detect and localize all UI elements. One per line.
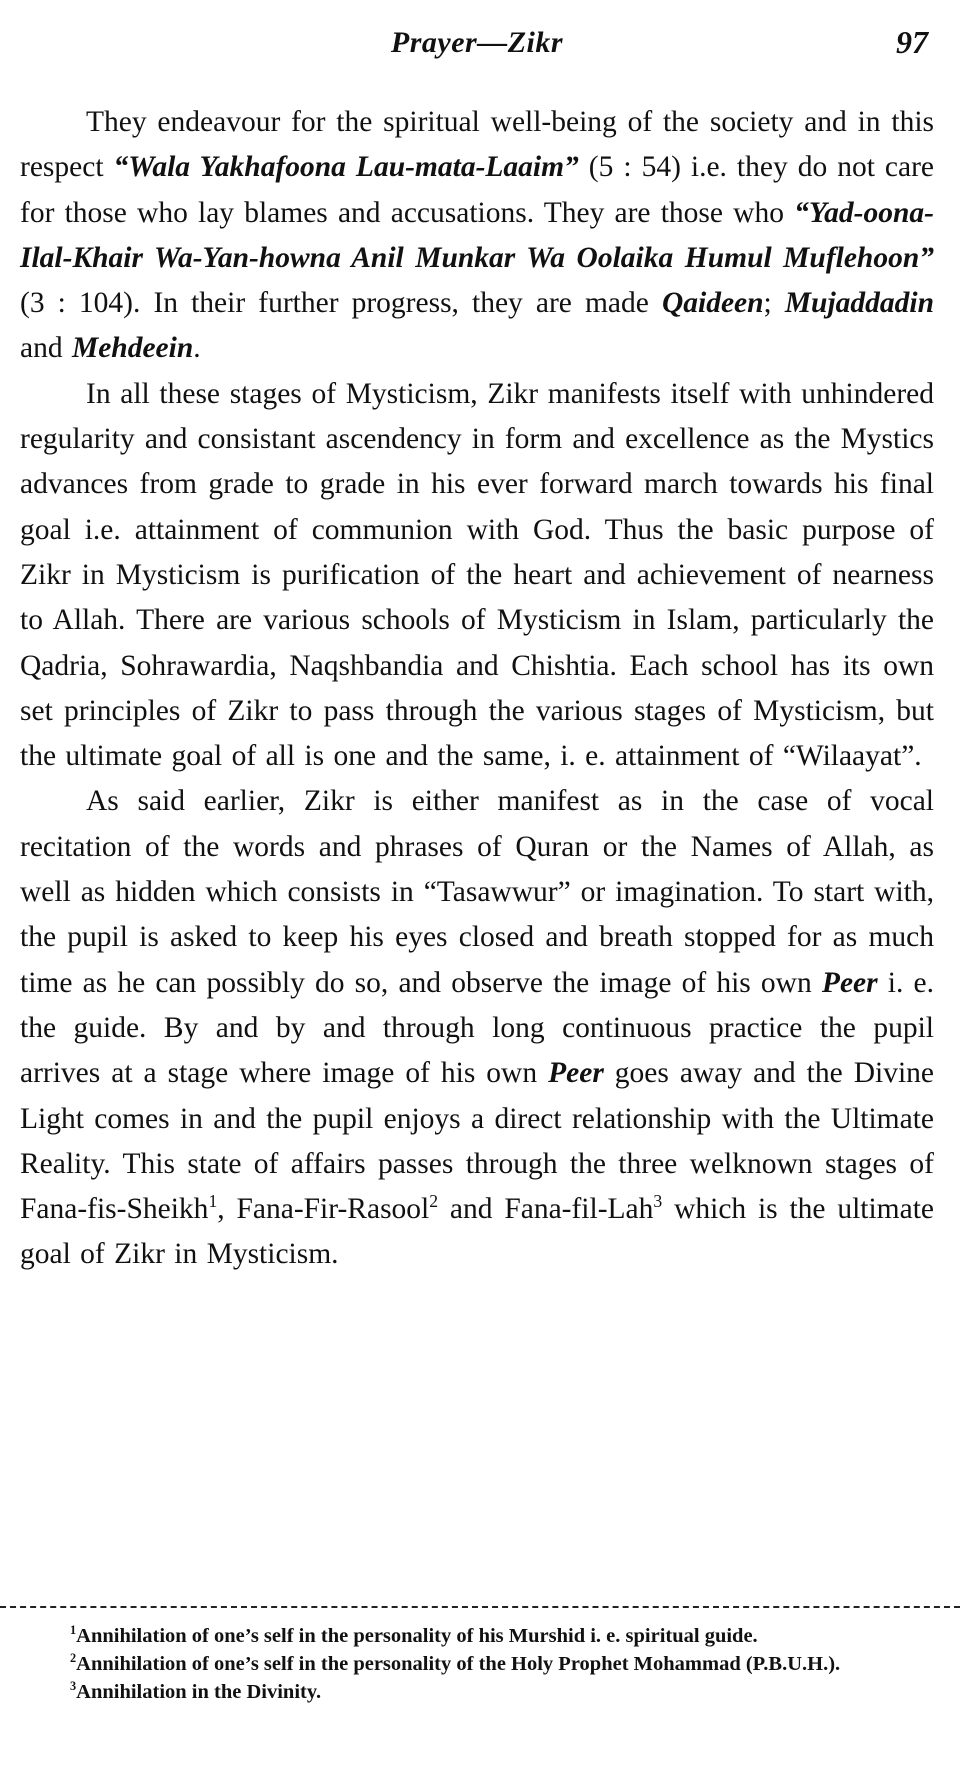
footnote-1	[18, 1622, 934, 1650]
paragraph-3	[20, 779, 934, 1277]
footnote-marker: 3	[70, 1679, 77, 1694]
footnote-text: Annihilation of one’s self in the personality of his Murshid i. e. spiritual guide.	[76, 1625, 758, 1647]
footnote-text: Annihilation of one’s self in the personality of the Holy Prophet Mohammad (P.B.U.H.).	[76, 1653, 841, 1675]
footnote-text: Annihilation in the Divinity.	[76, 1681, 322, 1703]
footnote-marker: 2	[70, 1651, 77, 1666]
paragraph-2: In all these stages of Mysticism, Zikr manifests itself with unhindered regularity and consistant ascendency in form and excellence as the Mystics advances from grade to grade in his ever forward march towards his final goal i.e. attainment of communion with God. Thus the basic purpose of Zikr in Mysticism is purification of the heart and achievement of nearness to Allah. There are various schools of Mysticism in Islam, particularly the Qadria, Sohrawardia, Naqshbandia and Chishtia. Each school has its own set principles of Zikr to pass through the various stages of Mysticism, but the ultimate goal of all is one and the same, i. e. attainment of “Wilaayat”.	[20, 377, 934, 773]
paragraph-1-text: .	[193, 332, 201, 365]
footnote-ref: 3	[653, 1191, 663, 1212]
paragraph-3-text: and Fana-fil-Lah	[438, 1193, 654, 1226]
paragraph-1	[20, 100, 934, 372]
footnote-ref: 1	[208, 1191, 218, 1212]
running-head	[20, 0, 934, 64]
italic-term: Qaideen	[661, 287, 764, 320]
body-text	[20, 100, 934, 1278]
paragraph-3-text: goes away and the Divine Light comes in and the pupil enjoys a direct relationship with the Ultimate Reality. This state of affairs passes through the three welknown stages of Fana-fis-Sheikh	[20, 1057, 934, 1226]
footnote-ref: 2	[429, 1191, 439, 1212]
italic-term: Mehdeein	[71, 332, 194, 365]
quranic-quote: “Yad-oona-Ilal-Khair Wa-Yan-howna Anil Munkar Wa Oolaika Humul Muflehoon”	[20, 196, 934, 274]
paragraph-1-text: ;	[763, 287, 785, 320]
footnote-2	[18, 1650, 934, 1678]
paragraph-1-text: (5 : 54) i.e. they do not care for those who lay blames and accusations. They are those who	[20, 151, 935, 229]
italic-term: Peer	[548, 1057, 604, 1090]
paragraph-3-text: , Fana-Fir-Rasool	[217, 1193, 430, 1226]
footnote-3	[18, 1678, 934, 1706]
paragraph-3-text: which is the ultimate goal of Zikr in Mysticism.	[20, 1193, 934, 1271]
footnote-divider	[0, 1606, 960, 1608]
footnotes	[18, 1622, 934, 1706]
page-number: 97	[896, 24, 928, 60]
italic-term: Peer	[821, 966, 878, 999]
quranic-quote: “Wala Yakhafoona Lau-mata-Laaim”	[113, 151, 579, 184]
chapter-title: Prayer—Zikr	[390, 26, 564, 59]
paragraph-3-text: i. e. the guide. By and by and through long continuous practice the pupil arrives at a stage where image of his own	[20, 966, 934, 1090]
paragraph-1-text: They endeavour for the spiritual well-being of the society and in this respect	[20, 106, 934, 184]
paragraph-1-text: and	[20, 332, 72, 365]
paragraph-1-text: (3 : 104). In their further progress, they are made	[20, 287, 662, 320]
footnote-marker: 1	[70, 1623, 77, 1638]
paragraph-3-text: As said earlier, Zikr is either manifest as in the case of vocal recitation of the words and phrases of Quran or the Names of Allah, as well as hidden which consists in “Tasawwur” or imagination. To start with, the pupil is asked to keep his eyes closed and breath stopped for as much time as he can possibly do so, and observe the image of his own	[20, 785, 934, 999]
italic-term: Mujaddadin	[784, 287, 934, 320]
